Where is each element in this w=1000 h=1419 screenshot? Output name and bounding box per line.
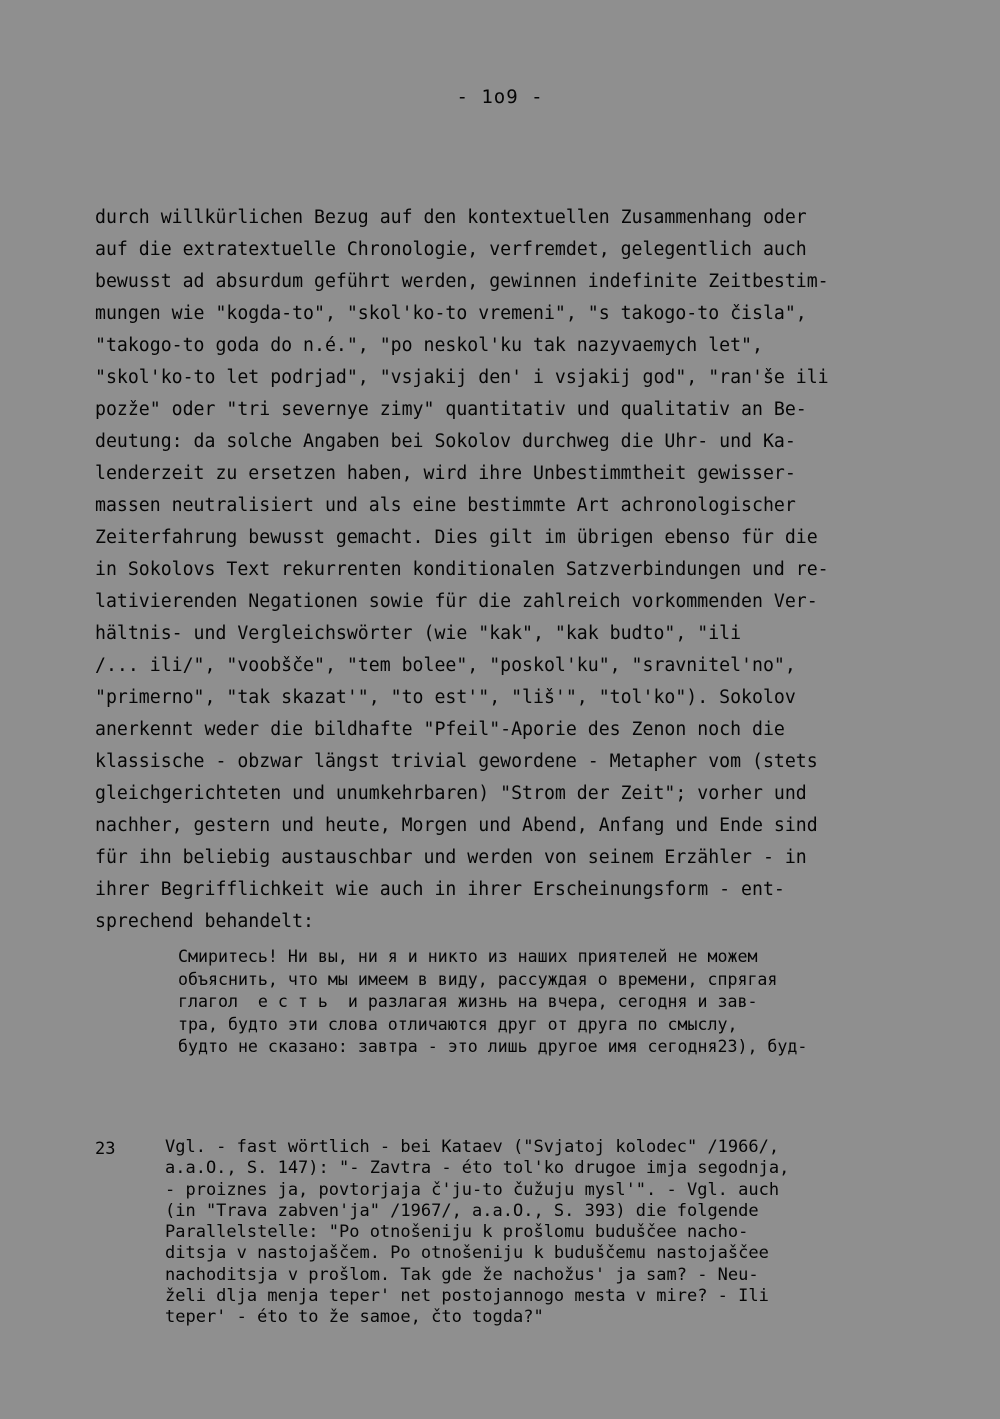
text-line: massen neutralisiert und als eine bestimmte Art achronologischer (95, 495, 796, 516)
text-line: lativierenden Negationen sowie für die zahlreich vorkommenden Ver- (95, 591, 818, 612)
quote-line: глагол е с т ь и разлагая жизнь на вчера, сегодня и зав- (178, 992, 758, 1012)
footnote-line: nachoditsja v prošlom. Tak gde že nachožus' ja sam? - Neu- (165, 1264, 759, 1285)
quote-line: тра, будто эти слова отличаются друг от друга по смыслу, (178, 1014, 738, 1034)
text-line: "skol'ko-to let podrjad", "vsjakij den' i vsjakij god", "ran'še ili (95, 367, 829, 388)
footnote-line: Vgl. - fast wörtlich - bei Kataev ("Svjatoj kolodec" /1966/, (165, 1137, 780, 1157)
text-line: anerkennt weder die bildhafte "Pfeil"-Aporie des Zenon noch die (95, 719, 785, 740)
footnote-line: Parallelstelle: "Po otnošeniju k prošlomu buduščee nacho- (165, 1222, 749, 1243)
text-line: Zeiterfahrung bewusst gemacht. Dies gilt im übrigen ebenso für die (95, 527, 818, 548)
text-line: bewusst ad absurdum geführt werden, gewinnen indefinite Zeitbestim- (95, 271, 829, 292)
footnote-line: ditsja v nastojaščem. Po otnošeniju k buduščemu nastojaščee (165, 1243, 769, 1264)
block-quote (178, 946, 938, 1059)
page-number: - 1o9 - (456, 86, 544, 108)
footnote-line: a.a.O., S. 147): "- Zavtra - éto tol'ko drugoe imja segodnja, (165, 1158, 790, 1179)
footnote-line: želi dlja menja teper' net postojannogo mesta v mire? - Ili (165, 1286, 769, 1307)
text-line: in Sokolovs Text rekurrenten konditionalen Satzverbindungen und re- (95, 559, 829, 580)
footnote-line: (in "Trava zabven'ja" /1967/, a.a.O., S. 393) die folgende (165, 1200, 759, 1221)
text-line: für ihn beliebig austauschbar und werden von seinem Erzähler - in (95, 847, 807, 868)
text-line: durch willkürlichen Bezug auf den kontextuellen Zusammenhang oder (95, 207, 807, 228)
footnote-text (165, 1137, 925, 1329)
footnote-line: teper' - éto to že samoe, čto togda?" (165, 1307, 544, 1328)
text-line: sprechend behandelt: (95, 911, 314, 932)
text-line: hältnis- und Vergleichswörter (wie "kak", "kak budto", "ili (95, 623, 742, 644)
quote-line: будто не сказано: завтра - это лишь другое имя сегодня23), буд- (178, 1037, 808, 1057)
footnote-number: 23 (95, 1139, 116, 1159)
text-line: nachher, gestern und heute, Morgen und Abend, Anfang und Ende sind (95, 815, 818, 836)
body-paragraph (95, 202, 905, 938)
footnote-line: - proiznes ja, povtorjaja č'ju-to čužuju mysl'". - Vgl. auch (165, 1179, 780, 1200)
text-line: "primerno", "tak skazat'", "to est'", "liš'", "tol'ko"). Sokolov (95, 687, 796, 708)
quote-line: Смиритесь! Ни вы, ни я и никто из наших приятелей не можем (178, 947, 758, 966)
text-line: mungen wie "kogda-to", "skol'ko-to vremeni", "s takogo-to čisla", (95, 303, 807, 324)
text-line: pozže" oder "tri severnye zimy" quantitativ und qualitativ an Be- (95, 399, 807, 420)
text-line: klassische - obzwar längst trivial gewordene - Metapher vom (stets (95, 751, 818, 772)
text-line: /... ili/", "voobšče", "tem bolee", "poskol'ku", "sravnitel'no", (95, 655, 796, 676)
text-line: gleichgerichteten und unumkehrbaren) "Strom der Zeit"; vorher und (95, 783, 807, 804)
quote-line: объяснить, что мы имеем в виду, рассуждая о времени, спрягая (178, 969, 778, 989)
text-line: auf die extratextuelle Chronologie, verfremdet, gelegentlich auch (95, 239, 807, 260)
text-line: lenderzeit zu ersetzen haben, wird ihre Unbestimmtheit gewisser- (95, 463, 796, 484)
text-line: ihrer Begrifflichkeit wie auch in ihrer Erscheinungsform - ent- (95, 879, 785, 900)
text-line: deutung: da solche Angaben bei Sokolov durchweg die Uhr- und Ka- (95, 431, 796, 452)
text-line: "takogo-to goda do n.é.", "po neskol'ku tak nazyvaemych let", (95, 335, 763, 356)
